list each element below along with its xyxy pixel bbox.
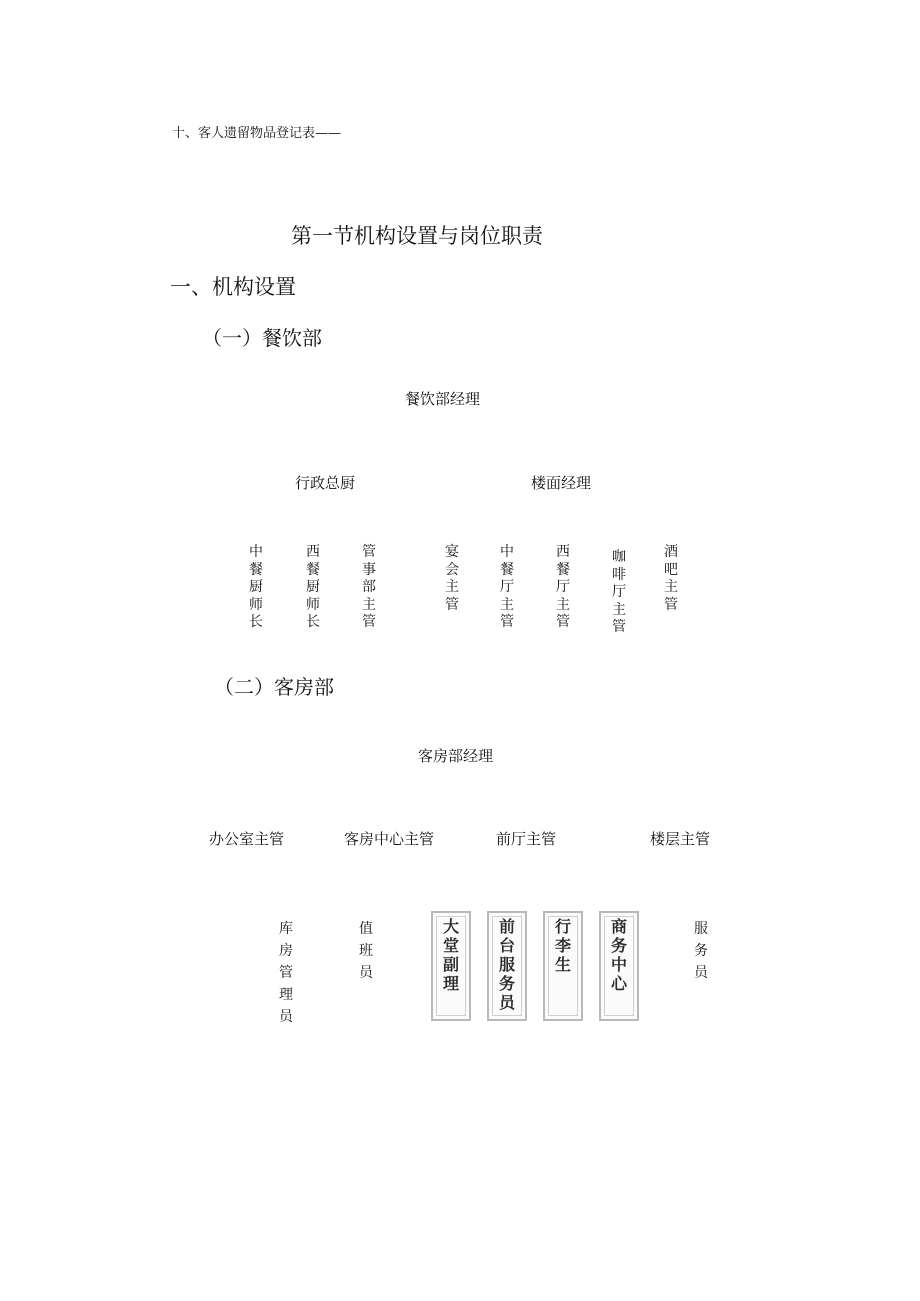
hk-reception-clerk: 前台服务员	[498, 917, 515, 1012]
hk-bellboy: 行李生	[554, 917, 571, 974]
hk-assistant-manager-box	[431, 911, 471, 1021]
hk-center-supervisor: 客房中心主管	[344, 830, 435, 848]
hk-business-center-box	[599, 911, 639, 1021]
fnb-bar-supervisor: 酒吧主管	[664, 544, 678, 613]
hk-reception-box	[487, 911, 527, 1021]
fnb-manager: 餐饮部经理	[405, 390, 481, 408]
hk-front-office-supervisor: 前厅主管	[496, 830, 557, 848]
fnb-executive-chef: 行政总厨	[295, 474, 356, 492]
hk-bellboy-box	[543, 911, 583, 1021]
fnb-western-restaurant-supervisor: 西餐厅主管	[556, 544, 570, 630]
hk-duty-clerk: 值班员	[359, 921, 373, 981]
heading-fnb-dept: （一）餐饮部	[202, 326, 322, 350]
hk-business-center: 商务中心	[610, 917, 627, 993]
heading-housekeeping-dept: （二）客房部	[214, 675, 334, 699]
hk-floor-supervisor: 楼层主管	[650, 830, 711, 848]
hk-office-supervisor: 办公室主管	[209, 830, 285, 848]
fnb-floor-manager: 楼面经理	[531, 474, 592, 492]
fnb-banquet-supervisor: 宴会主管	[445, 544, 459, 613]
fnb-chinese-chef: 中餐厨师长	[249, 544, 263, 630]
toc-line: 十、客人遗留物品登记表——	[172, 126, 342, 141]
fnb-stewarding-supervisor: 管事部主管	[362, 544, 376, 630]
section-title: 第一节机构设置与岗位职责	[291, 224, 543, 248]
heading-org-structure: 一、机构设置	[170, 275, 296, 299]
fnb-western-chef: 西餐厨师长	[306, 544, 320, 630]
hk-storeroom-clerk: 库房管理员	[279, 921, 293, 1025]
hk-assistant-manager: 大堂副理	[442, 917, 459, 993]
fnb-chinese-restaurant-supervisor: 中餐厅主管	[500, 544, 514, 630]
hk-attendant: 服务员	[694, 921, 708, 981]
hk-manager: 客房部经理	[418, 747, 494, 765]
fnb-cafe-supervisor: 咖啡厅主管	[612, 549, 626, 635]
